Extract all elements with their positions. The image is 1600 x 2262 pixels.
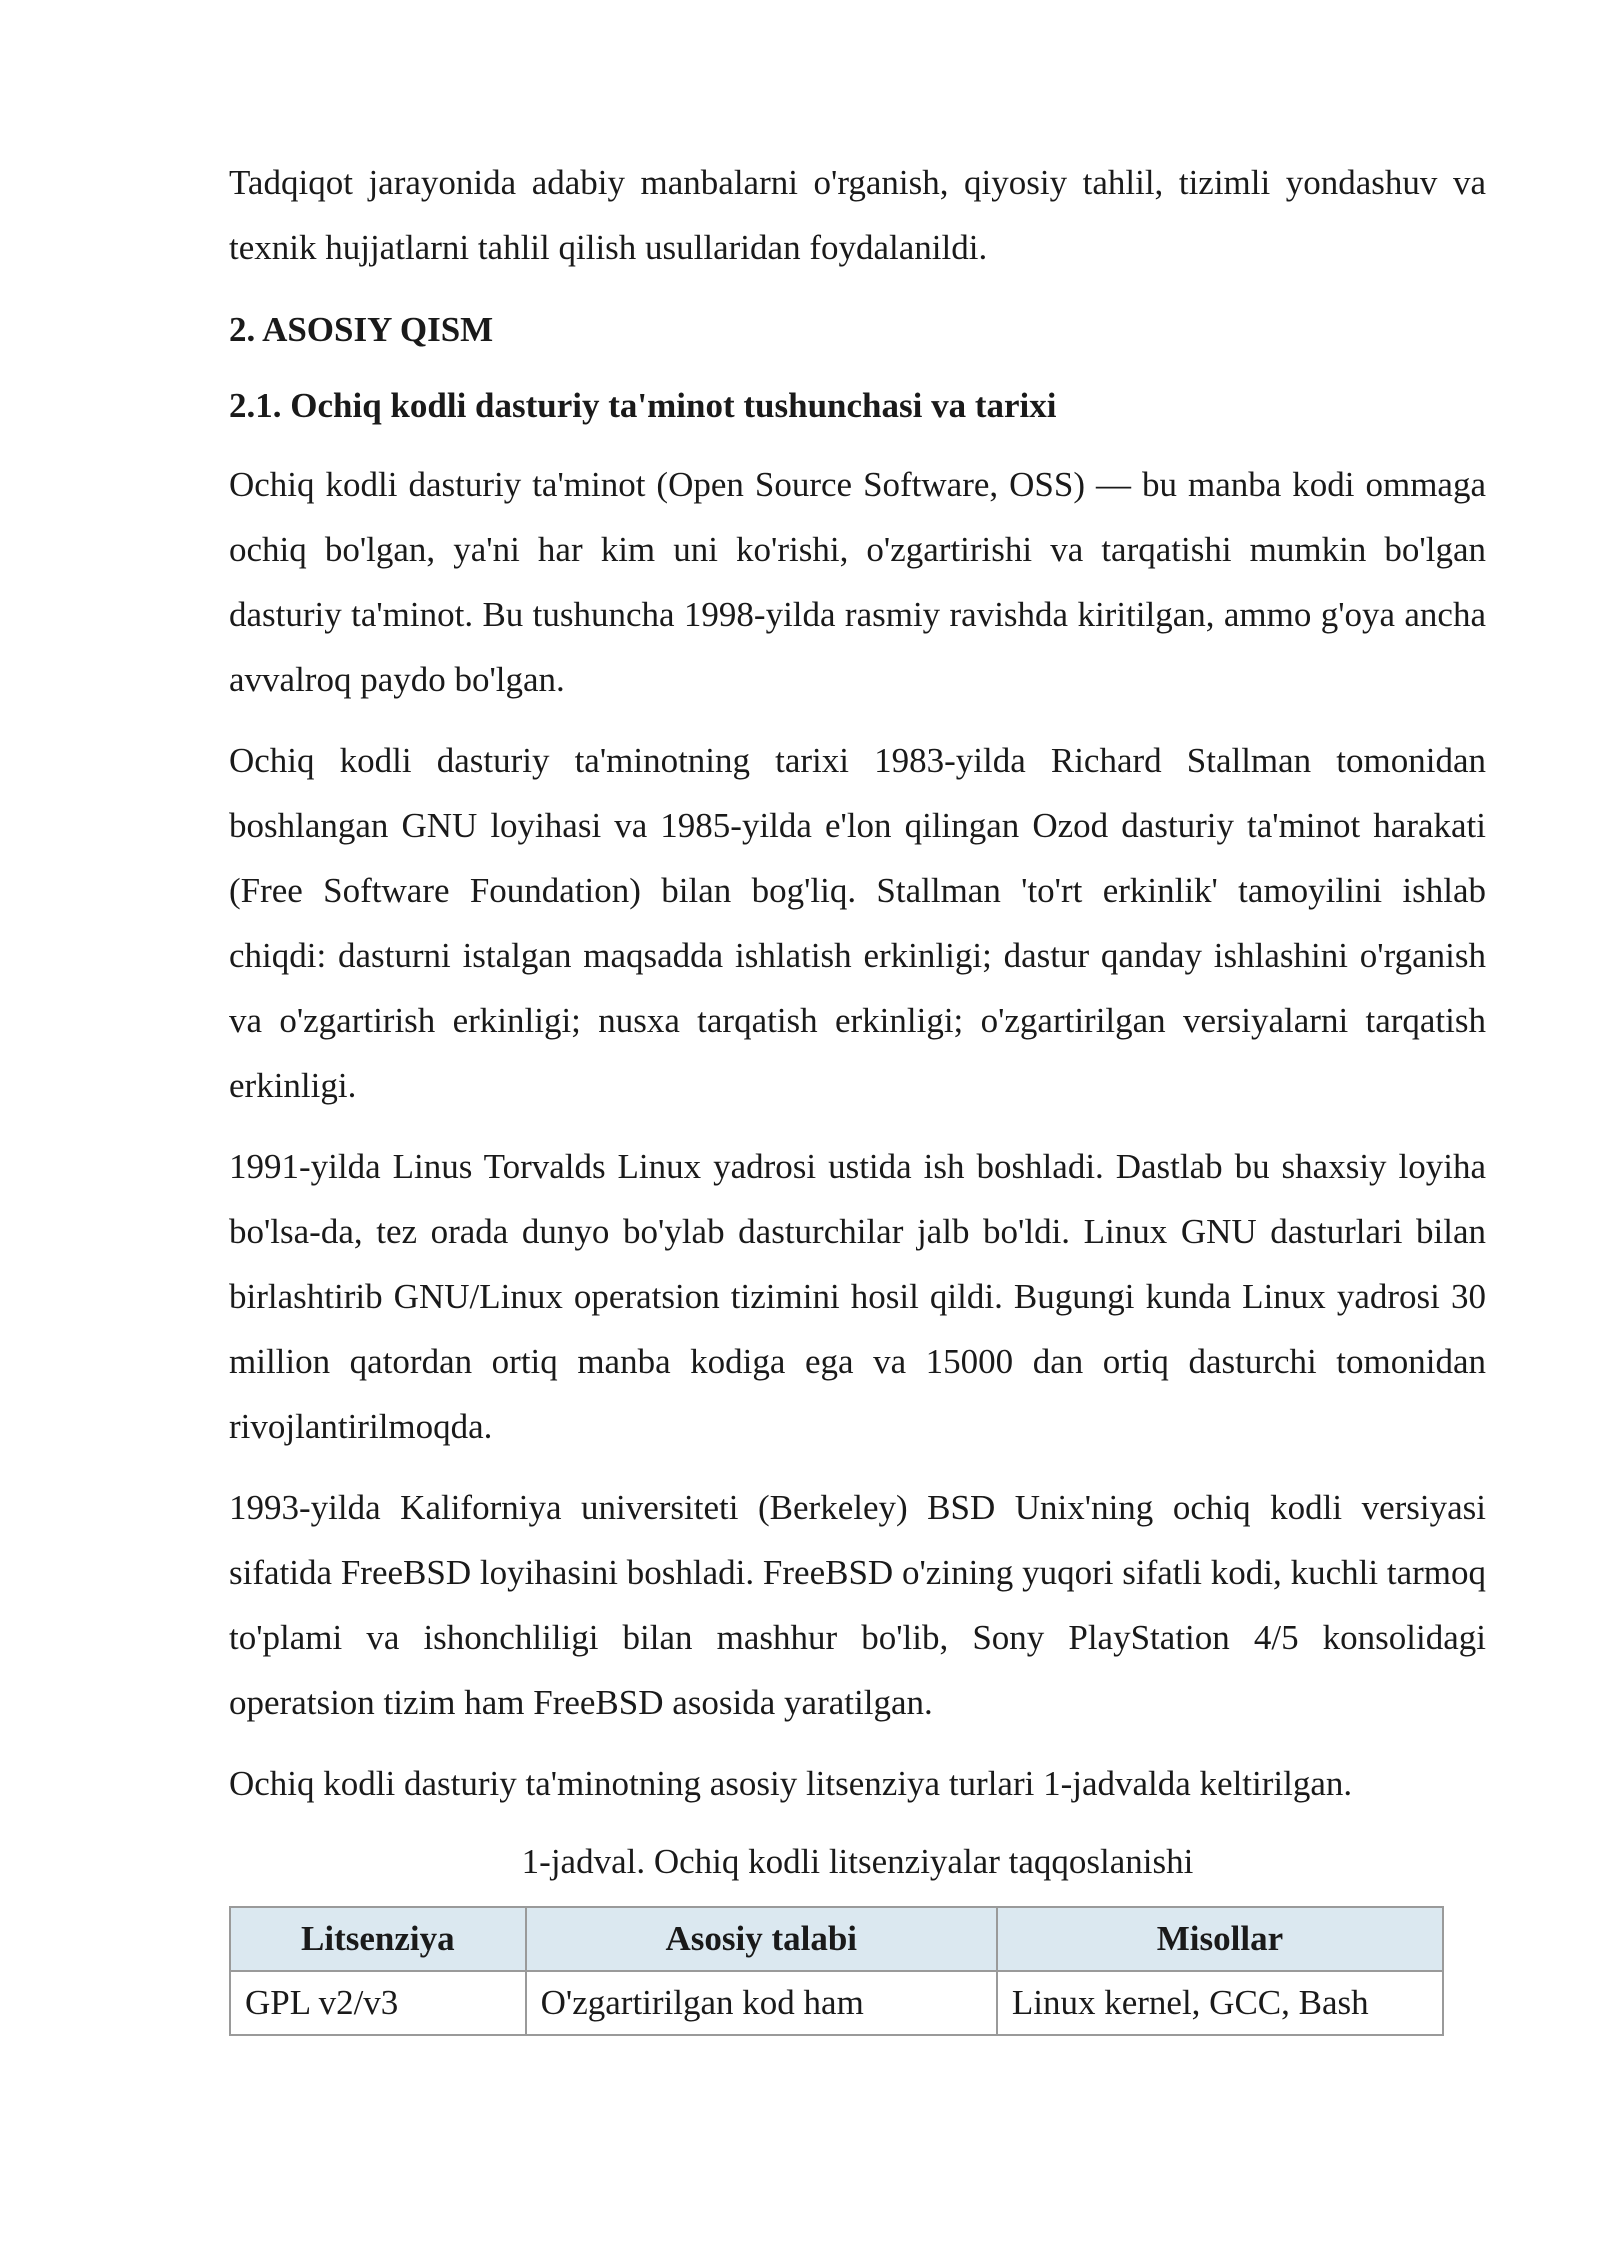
intro-paragraph: Tadqiqot jarayonida adabiy manbalarni o'rganish, qiyosiy tahlil, tizimli yondashuv va texnik hujjatlarni tahlil qilish usullaridan foydalanildi. [229,163,1486,267]
table-header-row [230,1907,1443,1971]
table-caption: 1-jadval. Ochiq kodli litsenziyalar taqqoslanishi [521,1842,1194,1881]
paragraph-freebsd: 1993-yilda Kaliforniya universiteti (Berkeley) BSD Unix'ning ochiq kodli versiyasi sifatida FreeBSD loyihasini boshladi. FreeBSD o'zining yuqori sifatli kodi, kuchli tarmoq to'plami va ishonchliligi bilan mashhur bo'lib, Sony PlayStation 4/5 konsolidagi operatsion tizim ham FreeBSD asosida yaratilgan. [229,1488,1486,1722]
table-row [230,1971,1443,2035]
paragraph-linux: 1991-yilda Linus Torvalds Linux yadrosi ustida ish boshladi. Dastlab bu shaxsiy loyiha bo'lsa-da, tez orada dunyo bo'ylab dasturchilar jalb bo'ldi. Linux GNU dasturlari bilan birlashtirib GNU/Linux operatsion tizimini hosil qildi. Bugungi kunda Linux yadrosi 30 million qatordan ortiq manba kodiga ega va 15000 dan ortiq dasturchi tomonidan rivojlantirilmoqda. [229,1147,1486,1446]
cell-license: GPL v2/v3 [230,1971,526,2035]
paragraph-history-gnu: Ochiq kodli dasturiy ta'minotning tarixi 1983-yilda Richard Stallman tomonidan boshlangan GNU loyihasi va 1985-yilda e'lon qilingan Ozod dasturiy ta'minot harakati (Free Software Foundation) bilan bog'liq. Stallman 'to'rt erkinlik' tamoyilini ishlab chiqdi: dasturni istalgan maqsadda ishlatish erkinligi; dastur qanday ishlashini o'rganish va o'zgartirish erkinligi; nusxa tarqatish erkinligi; o'zgartirilgan versiyalarni tarqatish erkinligi. [229,741,1486,1105]
header-license: Litsenziya [230,1907,526,1971]
license-table [229,1906,1444,2036]
paragraph-license-intro: Ochiq kodli dasturiy ta'minotning asosiy litsenziya turlari 1-jadvalda keltirilgan. [229,1764,1353,1803]
cell-requirement: O'zgartirilgan kod ham [526,1971,997,2035]
header-requirement: Asosiy talabi [526,1907,997,1971]
section-heading: 2. ASOSIY QISM [229,310,494,349]
header-examples: Misollar [997,1907,1443,1971]
page-content [229,150,1486,2036]
cell-examples: Linux kernel, GCC, Bash [997,1971,1443,2035]
subsection-heading: 2.1. Ochiq kodli dasturiy ta'minot tushunchasi va tarixi [229,386,1057,425]
paragraph-oss-definition: Ochiq kodli dasturiy ta'minot (Open Source Software, OSS) — bu manba kodi ommaga ochiq bo'lgan, ya'ni har kim uni ko'rishi, o'zgartirishi va tarqatishi mumkin bo'lgan dasturiy ta'minot. Bu tushuncha 1998-yilda rasmiy ravishda kiritilgan, ammo g'oya ancha avvalroq paydo bo'lgan. [229,465,1486,699]
